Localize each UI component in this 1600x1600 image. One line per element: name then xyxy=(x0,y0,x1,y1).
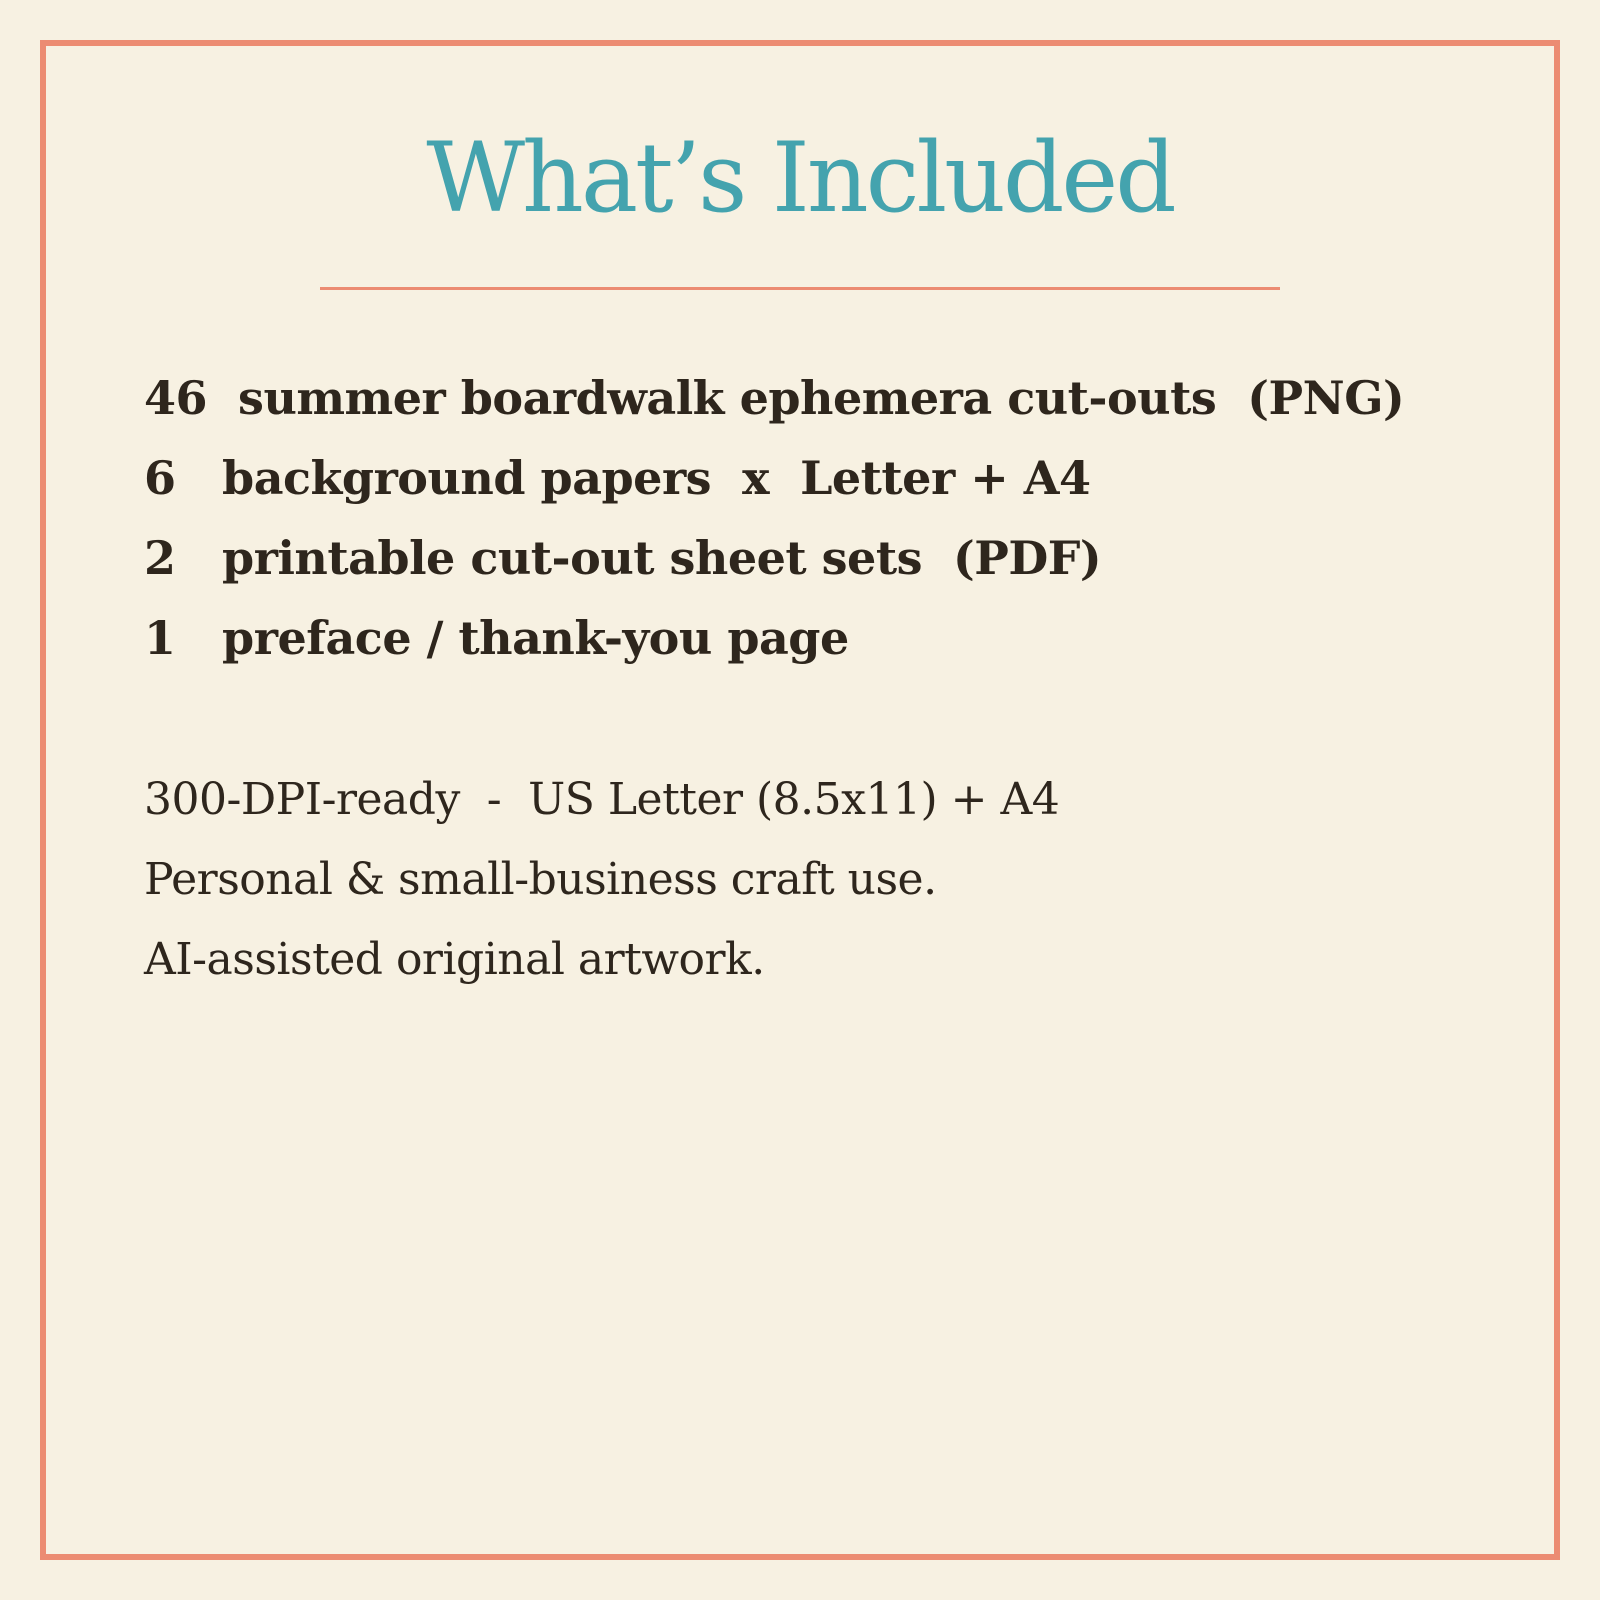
included-item-background-papers: 6 background papers x Letter + A4 xyxy=(144,451,1091,505)
note-ai-disclosure: AI-assisted original artwork. xyxy=(144,934,765,985)
included-item-cutouts: 46 summer boardwalk ephemera cut-outs (PNG) xyxy=(144,371,1405,425)
note-license: Personal & small-business craft use. xyxy=(144,854,937,905)
included-item-preface-page: 1 preface / thank-you page xyxy=(144,611,849,665)
included-items-list xyxy=(144,358,1404,678)
note-print-specs: 300-DPI-ready - US Letter (8.5x11) + A4 xyxy=(144,774,1060,825)
included-item-sheet-sets: 2 printable cut-out sheet sets (PDF) xyxy=(144,531,1102,585)
page-title: What’s Included xyxy=(426,122,1174,234)
product-notes xyxy=(144,760,1059,1000)
title-divider xyxy=(320,287,1280,290)
